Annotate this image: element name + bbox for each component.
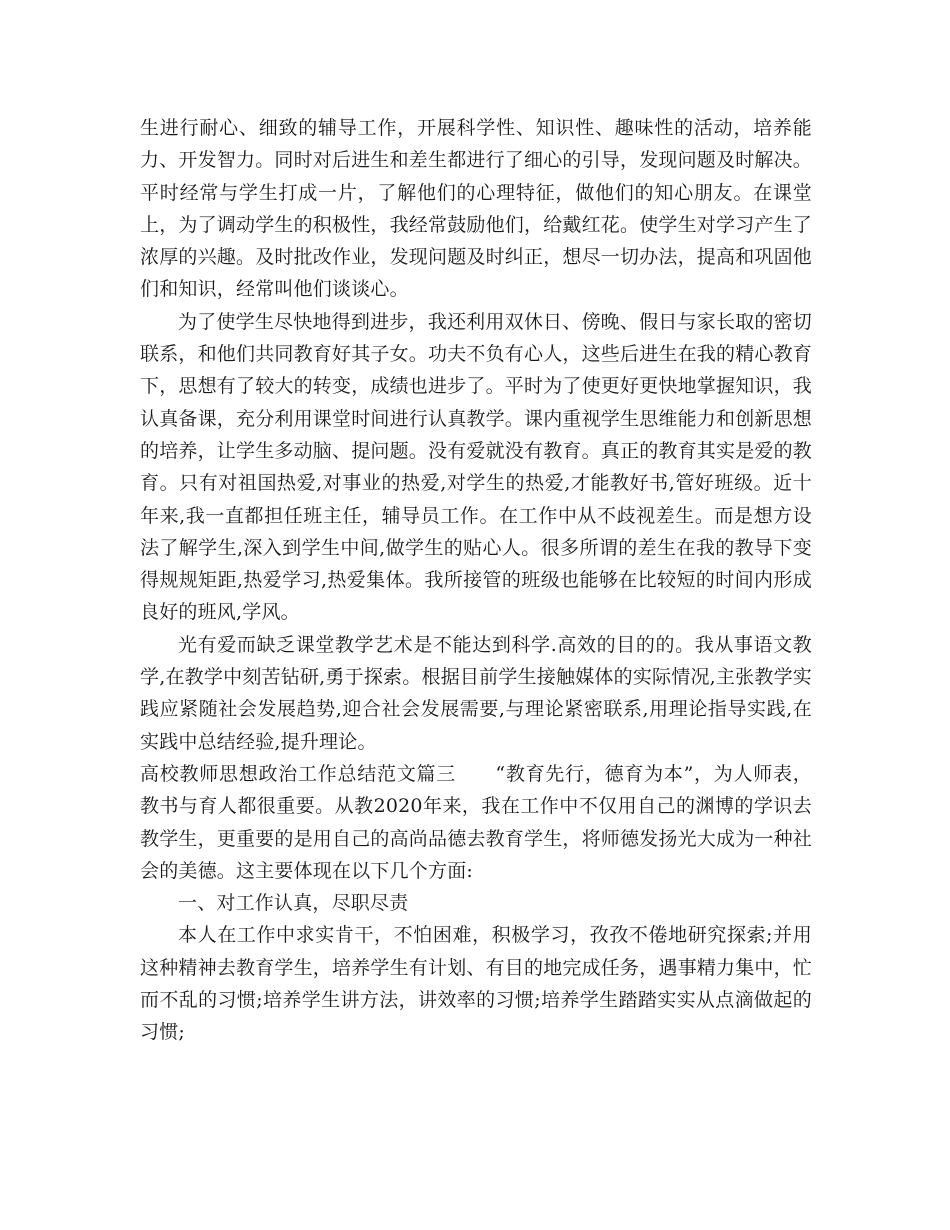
paragraph-work-habits: 本人在工作中求实肯干，不怕困难，积极学习，孜孜不倦地研究探索;并用这种精神去教育学生，培养学生有计划、有目的地完成任务，遇事精力集中，忙而不乱的习惯;培养学生讲方法，讲效率的习惯;培养学生踏踏实实从点滴做起的习惯; — [140, 924, 813, 1044]
section-heading-work-attitude: 一、对工作认真，尽职尽责 — [178, 892, 409, 915]
paragraph-continuation: 生进行耐心、细致的辅导工作，开展科学性、知识性、趣味性的活动，培养能力、开发智力。同时对后进生和差生都进行了细心的引导，发现问题及时解决。平时经常与学生打成一片，了解他们的心理特征，做他们的知心朋友。在课堂上，为了调动学生的积极性，我经常鼓励他们，给戴红花。使学生对学习产生了浓厚的兴趣。及时批改作业，发现问题及时纠正，想尽一切办法，提高和巩固他们和知识，经常叫他们谈谈心。 — [140, 117, 813, 301]
paragraph-teaching-art: 光有爱而缺乏课堂教学艺术是不能达到科学.高效的目的的。我从事语文教学,在教学中刻苦钻研,勇于探索。根据目前学生接触媒体的实际情况,主张教学实践应紧随社会发展趋势,迎合社会发展需要,与理论紧密联系,用理论指导实践,在实践中总结经验,提升理论。 — [140, 633, 812, 753]
paragraph-section-three-intro: 高校教师思想政治工作总结范文篇三 “教育先行，德育为本”，为人师表，教书与育人都很重要。从教2020年来，我在工作中不仅用自己的渊博的学识去教学生，更重要的是用自己的高尚品德去教育学生，将师德发扬光大成为一种社会的美德。这主要体现在以下几个方面: — [140, 762, 813, 882]
paragraph-parent-contact: 为了使学生尽快地得到进步，我还利用双休日、傍晚、假日与家长取的密切联系，和他们共同教育好其子女。功夫不负有心人，这些后进生在我的精心教育下，思想有了较大的转变，成绩也进步了。平时为了使更好更快地掌握知识，我认真备课，充分利用课堂时间进行认真教学。课内重视学生思维能力和创新思想的培养，让学生多动脑、提问题。没有爱就没有教育。真正的教育其实是爱的教育。只有对祖国热爱,对事业的热爱,对学生的热爱,才能教好书,管好班级。近十年来,我一直都担任班主任，辅导员工作。在工作中从不歧视差生。而是想方设法了解学生,深入到学生中间,做学生的贴心人。很多所谓的差生在我的教导下变得规规矩距,热爱学习,热爱集体。我所接管的班级也能够在比较短的时间内形成良好的班风,学风。 — [140, 310, 813, 624]
document-body — [140, 112, 812, 1049]
